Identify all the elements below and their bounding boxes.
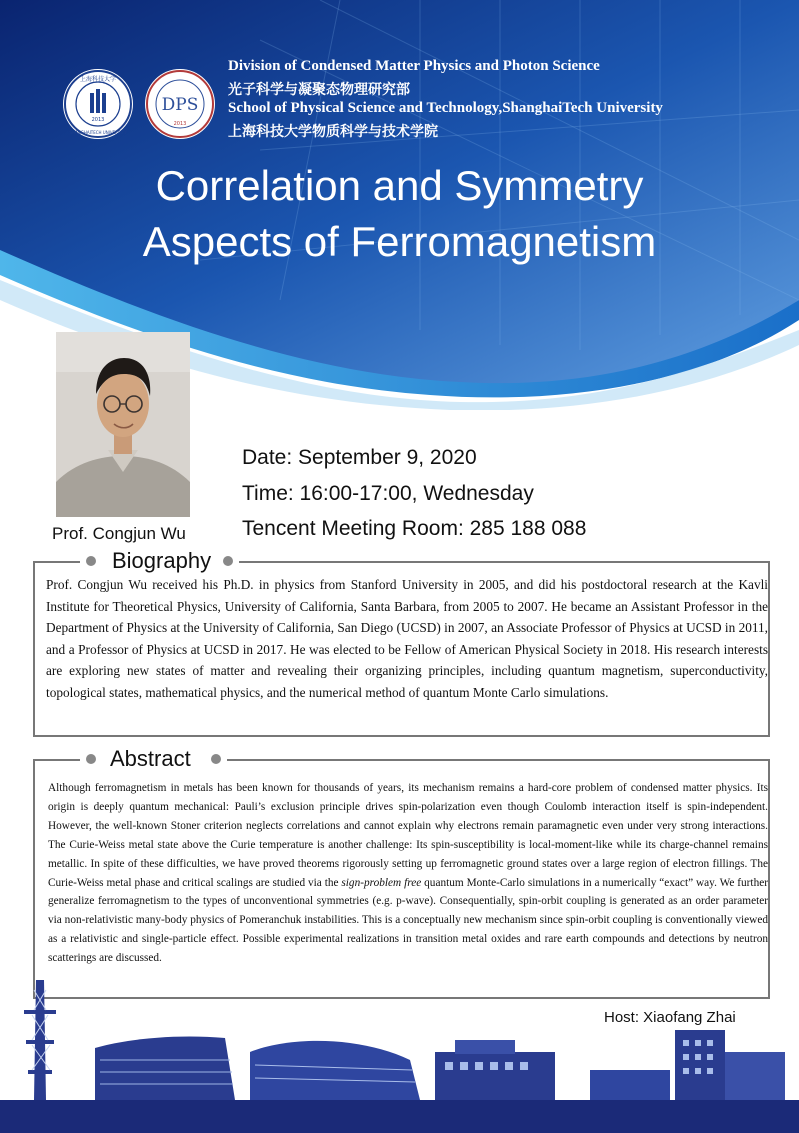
biography-text: Prof. Congjun Wu received his Ph.D. in physics from Stanford University in 2005, and did his postdoctoral research at the Kavli Institute for Theoretical Physics, University of California, Santa Barbara, from 2005 to 2007. He became an Assistant Professor in the Department of Physics at the University of California, San Diego (UCSD) in 2007, an Associate Professor of Physics at UCSD in 2011, and a Professor of Physics at UCSD in 2017. He was elected to be Fellow of American Physical Society in 2018. His research interests are exploring new states of matter and revealing their organizing principles, including quantum magnetism, superconductivity, topological states, mathematical physics, and the numerical method of quantum Monte Carlo simulations. <box>46 577 768 700</box>
svg-text:2013: 2013 <box>173 121 187 127</box>
campus-skyline-footer <box>0 970 799 1133</box>
abstract-heading: Abstract <box>80 745 227 773</box>
school-name-zh: 上海科技大学物质科学与技术学院 <box>228 124 438 140</box>
bullet-dot-icon <box>86 556 96 566</box>
abstract-text: Although ferromagnetism in metals has been known for thousands of years, its mechanism remains a hard-core problem of condensed matter physics. Its origin is deeply quantum mechanical: Pauli’s exclusion principle drives spin-polarization even though Coulomb interaction itself is spin-independent. However, the well-known Stoner criterion neglects correlations and cannot explain why electrons remain paramagnetic even under very strong interactions. The Curie-Weiss metal state above the Curie temperature is another challenge: Its spin-susceptibility is local-moment-like while its charge-channel remains metallic. In spite of these difficulties, we have proved theorems rigorously setting up ferromagnetic ground states over a large region of electron fillings. The Curie-Weiss metal phase and critical scalings are studied via the sign-problem free quantum Monte-Carlo simulations in a numerically “exact” way. We further generalize ferromagnetism to the types of unconventional symmetries (e.g. p-wave). Consequentially, spin-orbit coupling is generated as an order parameter via non-relativistic many-body physics of Pomeranchuk instabilities. This is a conceptually new mechanism since spin-orbit coupling is conventionally viewed as a relativistic and single-particle effect. Possible experimental realizations in transition metal oxides and rare earth compounds and detections by neutron scatterings are discussed. <box>48 782 768 965</box>
dps-logo <box>145 69 215 139</box>
talk-title-line2: Aspects of Ferromagnetism <box>142 218 657 265</box>
speaker-caption: Prof. Congjun Wu <box>52 524 186 543</box>
talk-date: Date: September 9, 2020 <box>242 446 477 469</box>
svg-text:2013: 2013 <box>91 117 105 123</box>
meeting-room: Tencent Meeting Room: 285 188 088 <box>242 517 587 540</box>
bullet-dot-icon <box>211 754 221 764</box>
svg-text:DPS: DPS <box>161 95 199 115</box>
school-name-en: School of Physical Science and Technology,ShanghaiTech University <box>228 100 663 116</box>
svg-text:上海科技大学: 上海科技大学 <box>79 76 117 83</box>
biography-heading: Biography <box>80 547 239 575</box>
shanghaitech-logo <box>63 69 133 139</box>
host-name: Host: Xiaofang Zhai <box>604 1009 736 1026</box>
division-name-zh: 光子科学与凝聚态物理研究部 <box>228 82 410 98</box>
speaker-photo <box>56 332 190 517</box>
bullet-dot-icon <box>86 754 96 764</box>
talk-time: Time: 16:00-17:00, Wednesday <box>242 482 534 505</box>
bullet-dot-icon <box>223 556 233 566</box>
division-name-en: Division of Condensed Matter Physics and Photon Science <box>228 58 600 74</box>
svg-text:SHANGHAITECH UNIVERSITY: SHANGHAITECH UNIVERSITY <box>69 130 127 135</box>
talk-title-line1: Correlation and Symmetry <box>155 162 644 209</box>
